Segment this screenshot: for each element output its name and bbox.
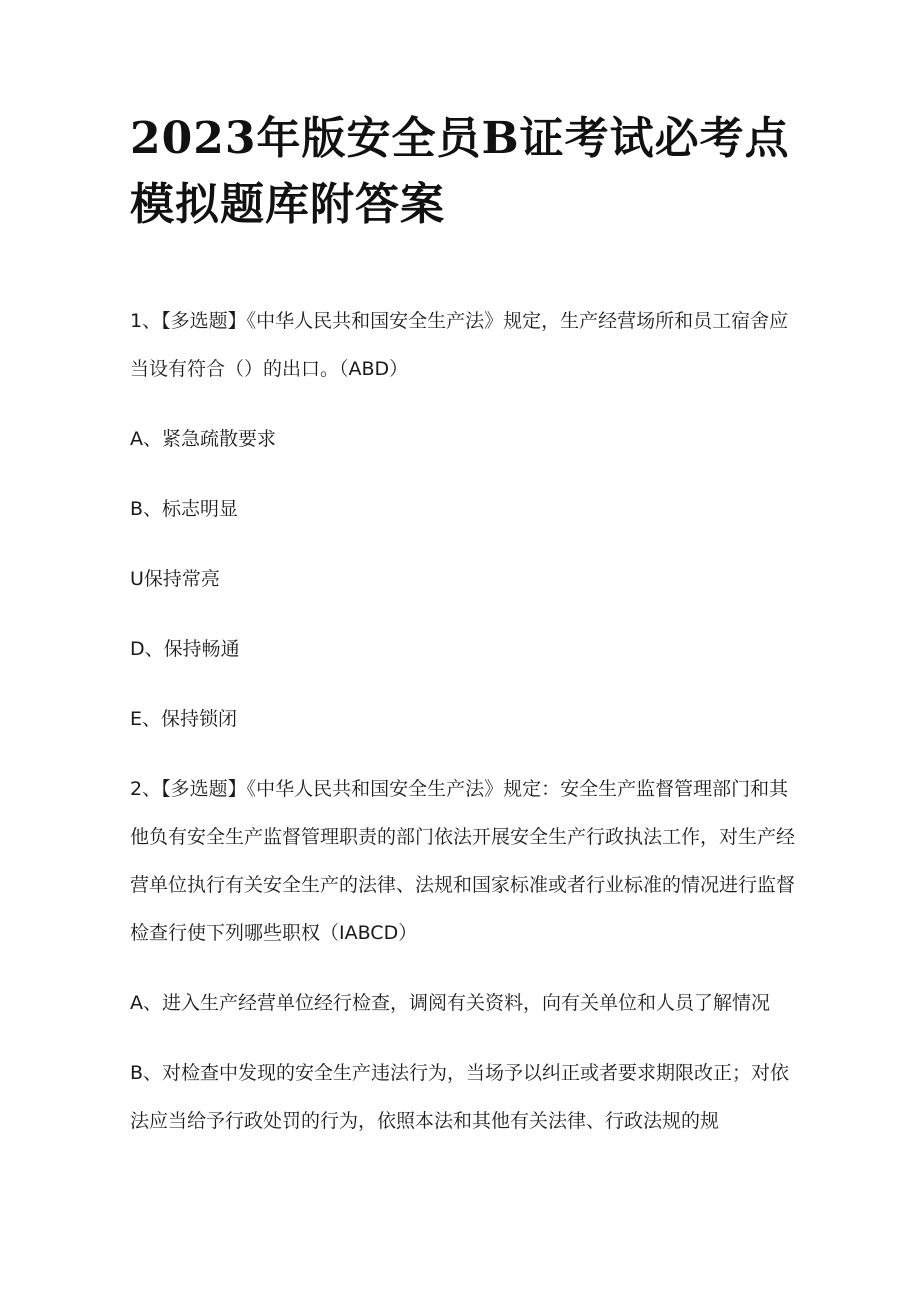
question-list: [130, 297, 795, 1145]
question-option: A、紧急疏散要求: [130, 428, 276, 450]
question-option: U保持常亮: [130, 568, 220, 590]
question-option: E、保持锁闭: [130, 708, 238, 730]
question-option: B、对检查中发现的安全生产违法行为，当场予以纠正或者要求期限改正；对依法应当给予行政处罚的行为，依照本法和其他有关法律、行政法规的规: [130, 1062, 790, 1132]
question-block: [130, 297, 795, 743]
question-stem: 1、【多选题】《中华人民共和国安全生产法》规定，生产经营场所和员工宿舍应当设有符合（）的出口。（ABD）: [130, 310, 789, 380]
question-block: [130, 765, 795, 1145]
question-option: B、标志明显: [130, 498, 239, 520]
document-title: 2023年版安全员B证考试必考点模拟题库附答案: [130, 113, 790, 230]
question-option: D、保持畅通: [130, 638, 240, 660]
question-option: A、进入生产经营单位经行检查，调阅有关资料，向有关单位和人员了解情况: [130, 992, 770, 1014]
question-stem: 2、【多选题】《中华人民共和国安全生产法》规定：安全生产监督管理部门和其他负有安全生产监督管理职责的部门依法开展安全生产行政执法工作，对生产经营单位执行有关安全生产的法律、法规和国家标准或者行业标准的情况进行监督检查行使下列哪些职权（IABCD）: [130, 778, 796, 944]
